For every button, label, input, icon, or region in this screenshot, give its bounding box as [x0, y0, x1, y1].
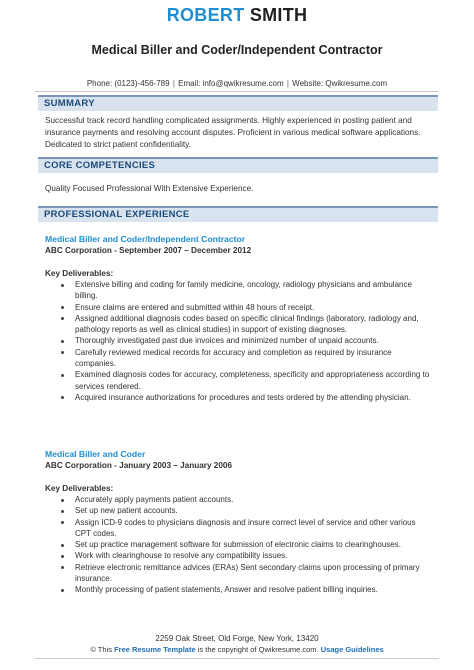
usage-guidelines-link[interactable]: Usage Guidelines: [320, 645, 384, 654]
bullet-item: Monthly processing of patient statements, Answer and resolve patient billing inquiries.: [58, 584, 430, 595]
candidate-title: Medical Biller and Coder/Independent Contractor: [91, 43, 383, 57]
bullet-item: Examined diagnosis codes for accuracy, completeness, specificity and appropriateness according to services rendered.: [58, 369, 430, 392]
credit-site: Qwikresume.com: [258, 645, 317, 654]
footer-credit: [0, 645, 474, 655]
job-bullets: [58, 494, 430, 596]
email-link[interactable]: Email: info@qwikresume.com: [178, 79, 284, 88]
footer-divider: [35, 658, 439, 659]
header-divider: [35, 91, 439, 92]
contact-separator: |: [286, 79, 289, 88]
bullet-item: Retrieve electronic remittance advices (ERAs) Sent secondary claims upon processing of primary insurance.: [58, 562, 430, 585]
bullet-item: Work with clearinghouse to resolve any compatibility issues.: [58, 550, 430, 561]
competencies-text: Quality Focused Professional With Extensive Experience.: [45, 184, 254, 193]
summary-text: Successful track record handling complicated assignments. Highly experienced in posting patient and insurance payments and resolving account disputes. Proficient in various medical software applications. Dedicated to strict patient confidentiality.: [45, 116, 421, 149]
job-title: Medical Biller and Coder: [45, 449, 146, 459]
bullet-item: Ensure claims are entered and submitted within 48 hours of receipt.: [58, 302, 430, 313]
last-name: SMITH: [249, 5, 308, 25]
contact-line: [0, 79, 474, 89]
bullet-item: Extensive billing and coding for family medicine, oncology, radiology physicians and ambulance billing.: [58, 279, 430, 302]
credit-prefix: © This: [90, 645, 112, 654]
experience-heading: PROFESSIONAL EXPERIENCE: [44, 209, 190, 220]
bullet-item: Carefully reviewed medical records for accuracy and completion as required by insurance companies.: [58, 347, 430, 370]
competencies-section-bar: [38, 157, 438, 173]
bullet-item: Accurately apply payments patient accounts.: [58, 494, 430, 505]
bullet-item: Set up new patient accounts.: [58, 505, 430, 516]
bullet-item: Thoroughly investigated past due invoices and minimized number of unpaid accounts.: [58, 335, 430, 346]
summary-heading: SUMMARY: [44, 98, 95, 109]
bullet-item: Set up practice management software for submission of electronic claims to clearinghouses.: [58, 539, 430, 550]
contact-separator: |: [172, 79, 175, 88]
competencies-heading: CORE COMPETENCIES: [44, 160, 156, 171]
job-bullets: [58, 279, 430, 403]
bullet-item: Assigned additional diagnosis codes based on specific clinical findings (laboratory, radiology and, pathology reports as well as clinical studies) in support of existing diagnoses.: [58, 313, 430, 336]
job-company-dates: ABC Corporation - September 2007 – December 2012: [45, 246, 252, 255]
bullet-item: Acquired insurance authorizations for procedures and tests ordered by the attending physician.: [58, 392, 430, 403]
key-deliverables-label: Key Deliverables:: [45, 269, 114, 278]
summary-section-bar: [38, 95, 438, 111]
free-resume-template-link[interactable]: Free Resume Template: [114, 645, 196, 654]
key-deliverables-label: Key Deliverables:: [45, 484, 114, 493]
credit-separator: .: [316, 645, 319, 654]
credit-mid: is the copyright of: [197, 645, 257, 654]
first-name: ROBERT: [166, 5, 245, 25]
phone-text: Phone: (0123)-456-789: [86, 79, 170, 88]
job-title: Medical Biller and Coder/Independent Contractor: [45, 234, 246, 244]
experience-section-bar: [38, 206, 438, 222]
footer-address: 2259 Oak Street, Old Forge, New York, 13420: [155, 634, 319, 643]
job-company-dates: ABC Corporation - January 2003 – January 2006: [45, 461, 233, 470]
website-link[interactable]: Website: Qwikresume.com: [292, 79, 388, 88]
candidate-name: [0, 4, 474, 26]
bullet-item: Assign ICD-9 codes to physicians diagnosis and insure correct level of service and other various CPT codes.: [58, 517, 430, 540]
